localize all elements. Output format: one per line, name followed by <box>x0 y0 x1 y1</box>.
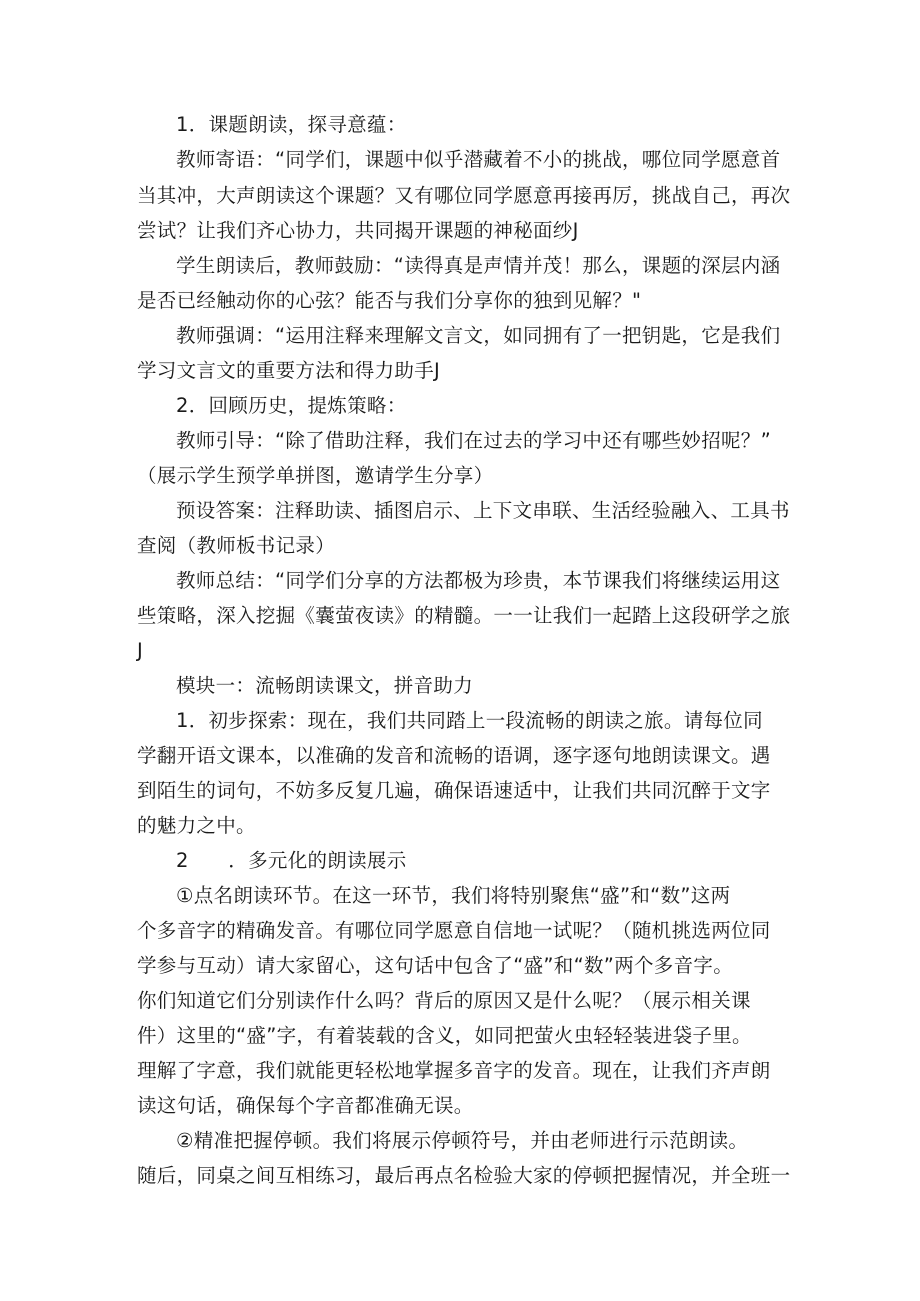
paragraph-initial-exploration-line-3: 到陌生的词句，不妨多反复几遍，确保语速适中，让我们共同沉醉于文字 <box>137 779 771 802</box>
paragraph-named-reading-line-2: 个多音字的精确发音。有哪位同学愿意自信地一试呢？（随机挑选两位同 <box>137 919 771 942</box>
paragraph-named-reading-line-1: ①点名朗读环节。在这一环节，我们将特别聚焦“盛”和“数”这两 <box>176 884 731 907</box>
paragraph-pause-control-line-1: ②精准把握停顿。我们将展示停顿符号，并由老师进行示范朗读。 <box>176 1129 749 1152</box>
paragraph-teacher-message-line-1: 教师寄语：“同学们，课题中似乎潜藏着不小的挑战，哪位同学愿意首 <box>176 148 781 171</box>
paragraph-teacher-summary-line-3: J <box>137 639 144 662</box>
paragraph-named-reading-line-3: 学参与互动）请大家留心，这句话中包含了“盛”和“数”两个多音字。 <box>137 954 734 977</box>
paragraph-teacher-guide-line-1: 教师引导：“除了借助注释，我们在过去的学习中还有哪些妙招呢？” <box>176 429 772 452</box>
paragraph-teacher-emphasis-line-1: 教师强调：“运用注释来理解文言文，如同拥有了一把钥匙，它是我们 <box>176 324 781 347</box>
heading-2-review-history: 2．回顾历史，提炼策略： <box>176 394 407 417</box>
paragraph-teacher-message-line-3: 尝试？让我们齐心协力，共同揭开课题的神秘面纱J <box>137 219 579 242</box>
paragraph-named-reading-line-4: 你们知道它们分别读作什么吗？背后的原因又是什么呢？（展示相关课 <box>137 989 751 1012</box>
paragraph-student-reading-line-1: 学生朗读后，教师鼓励：“读得真是声情并茂！那么，课题的深层内涵 <box>176 254 781 277</box>
paragraph-named-reading-line-6: 理解了字意，我们就能更轻松地掌握多音字的发音。现在，让我们齐声朗 <box>137 1059 771 1082</box>
paragraph-teacher-emphasis-line-2: 学习文言文的重要方法和得力助手J <box>137 359 441 382</box>
paragraph-teacher-message-line-2: 当其冲，大声朗读这个课题？又有哪位同学愿意再接再厉，挑战自己，再次 <box>137 184 791 207</box>
paragraph-teacher-summary-line-1: 教师总结：“同学们分享的方法都极为珍贵，本节课我们将继续运用这 <box>176 569 781 592</box>
paragraph-preset-answer-line-1: 预设答案：注释助读、插图启示、上下文串联、生活经验融入、工具书 <box>176 499 790 522</box>
paragraph-teacher-summary-line-2: 些策略，深入挖掘《囊萤夜读》的精髓。一一让我们一起踏上这段研学之旅 <box>137 604 791 627</box>
heading-1-title-reading: 1．课题朗读，探寻意蕴： <box>176 113 407 136</box>
heading-module-one: 模块一：流畅朗读课文，拼音助力 <box>176 674 474 697</box>
paragraph-pause-control-line-2: 随后，同桌之间互相练习，最后再点名检验大家的停顿把握情况，并全班一 <box>137 1164 791 1187</box>
paragraph-named-reading-line-5: 件）这里的“盛”字，有着装载的含义，如同把萤火虫轻轻装进袋子里。 <box>137 1024 752 1047</box>
paragraph-teacher-guide-line-2: （展示学生预学单拼图，邀请学生分享） <box>137 464 494 487</box>
paragraph-initial-exploration-line-4: 的魅力之中。 <box>137 814 256 837</box>
paragraph-preset-answer-line-2: 查阅（教师板书记录） <box>137 534 336 557</box>
paragraph-initial-exploration-line-2: 学翻开语文课本，以准确的发音和流畅的语调，逐字逐句地朗读课文。遇 <box>137 744 771 767</box>
paragraph-student-reading-line-2: 是否已经触动你的心弦？能否与我们分享你的独到见解？" <box>137 289 642 312</box>
paragraph-initial-exploration-line-1: 1．初步探索：现在，我们共同踏上一段流畅的朗读之旅。请每位同 <box>176 709 763 732</box>
paragraph-named-reading-line-7: 读这句话，确保每个字音都准确无误。 <box>137 1094 474 1117</box>
heading-2-diverse-reading: 2 ．多元化的朗读展示 <box>176 849 407 872</box>
